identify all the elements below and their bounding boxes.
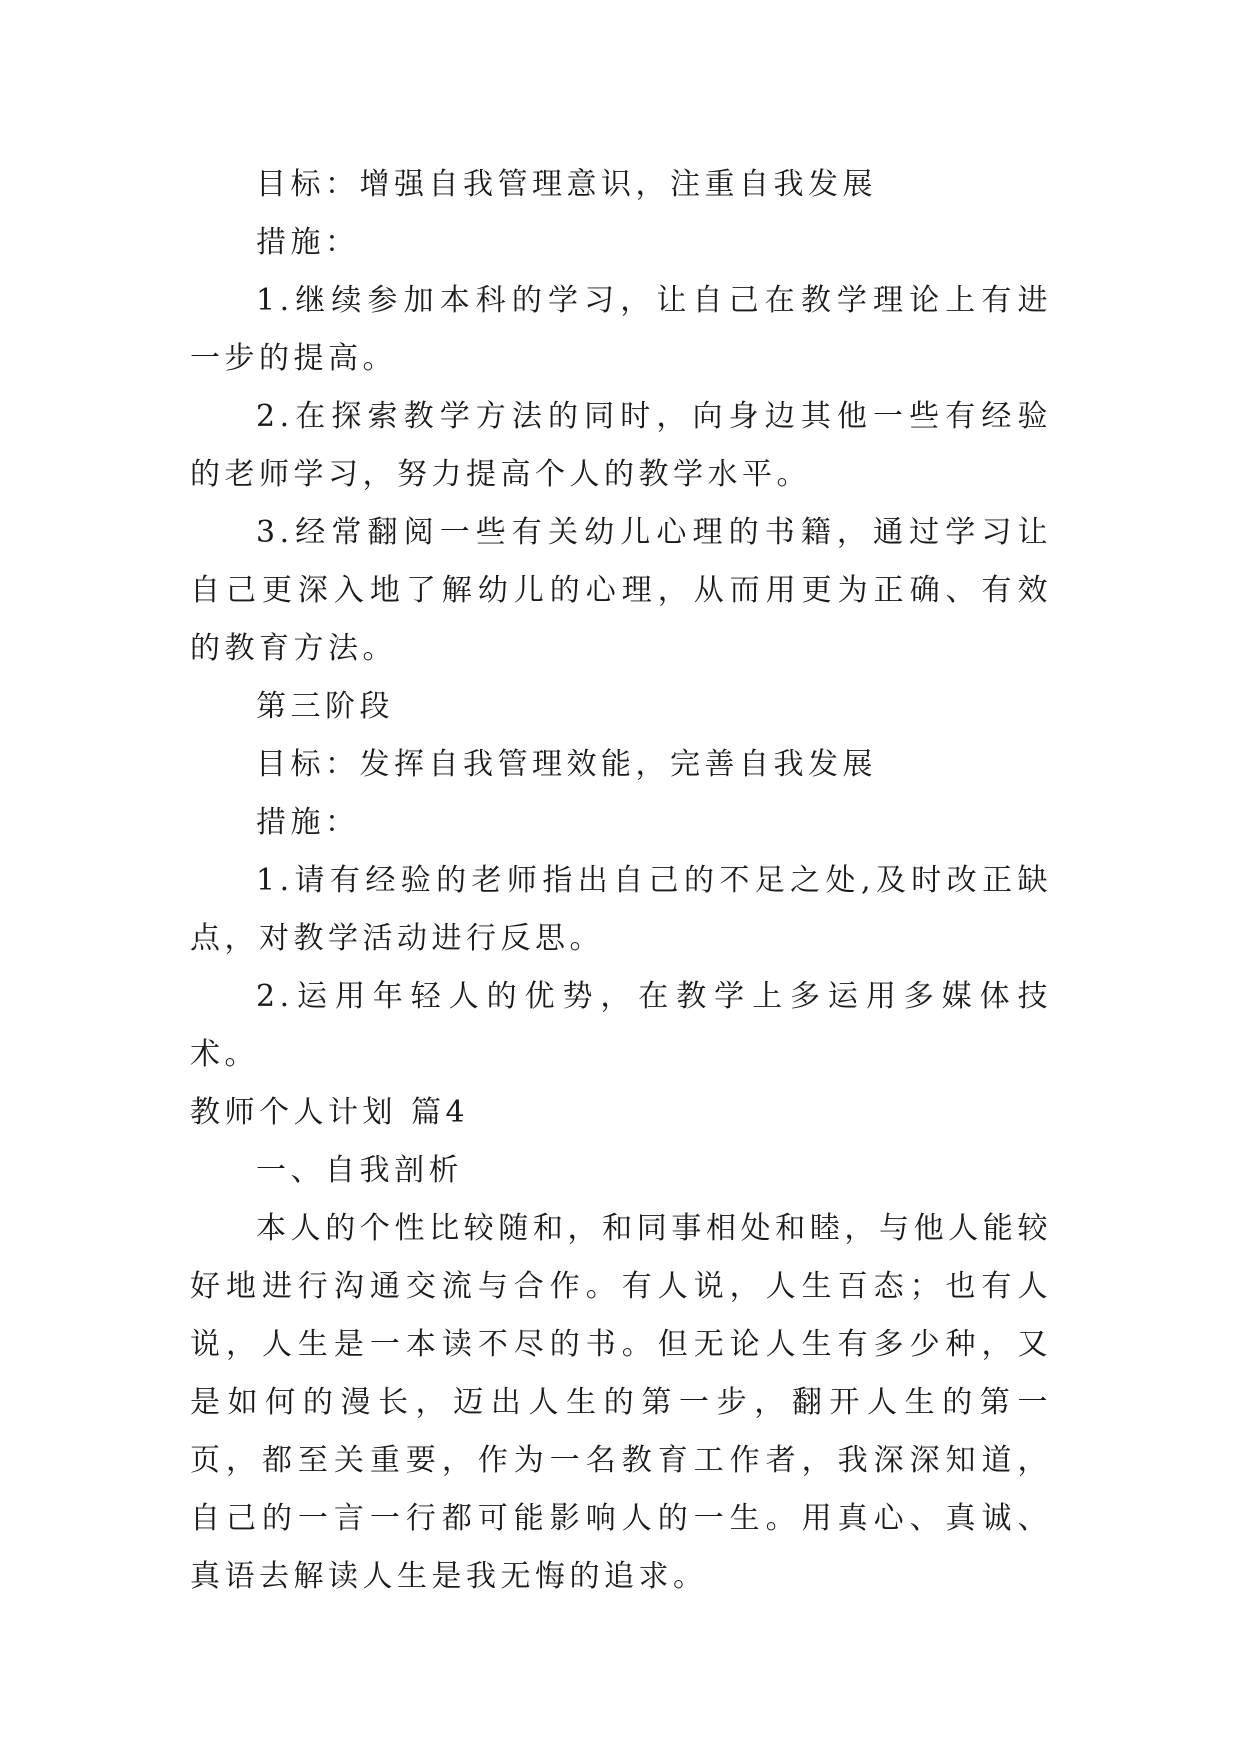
measures-label: 措施： [256, 225, 360, 260]
subsection-heading: 一、自我剖析 [256, 1153, 463, 1188]
goal-paragraph-stage-two: 目标：增强自我管理意识，注重自我发展 [256, 167, 877, 202]
goal-paragraph-stage-three: 目标：发挥自我管理效能，完善自我发展 [256, 747, 877, 782]
section-title: 教师个人计划 篇4 [190, 1095, 470, 1130]
body-paragraph: 本人的个性比较随和，和同事相处和睦，与他人能较好地进行沟通交流与合作。有人说，人生百态；也有人说，人生是一本读不尽的书。但无论人生有多少种，又是如何的漫长，迈出人生的第一步，翻开人生的第一页，都至关重要，作为一名教育工作者，我深深知道，自己的一言一行都可能影响人的一生。用真心、真诚、真语去解读人生是我无悔的追求。 [190, 1211, 1052, 1594]
document-body [190, 156, 1052, 1606]
measure-item: 3.经常翻阅一些有关幼儿心理的书籍，通过学习让自己更深入地了解幼儿的心理，从而用更为正确、有效的教育方法。 [190, 515, 1052, 666]
measure-item: 1.请有经验的老师指出自己的不足之处,及时改正缺点，对教学活动进行反思。 [190, 863, 1052, 956]
measure-item: 2.在探索教学方法的同时，向身边其他一些有经验的老师学习，努力提高个人的教学水平。 [190, 399, 1052, 492]
stage-heading: 第三阶段 [256, 689, 394, 724]
measure-item: 1.继续参加本科的学习，让自己在教学理论上有进一步的提高。 [190, 283, 1052, 376]
measure-item: 2.运用年轻人的优势，在教学上多运用多媒体技术。 [190, 979, 1052, 1072]
measures-label: 措施： [256, 805, 360, 840]
